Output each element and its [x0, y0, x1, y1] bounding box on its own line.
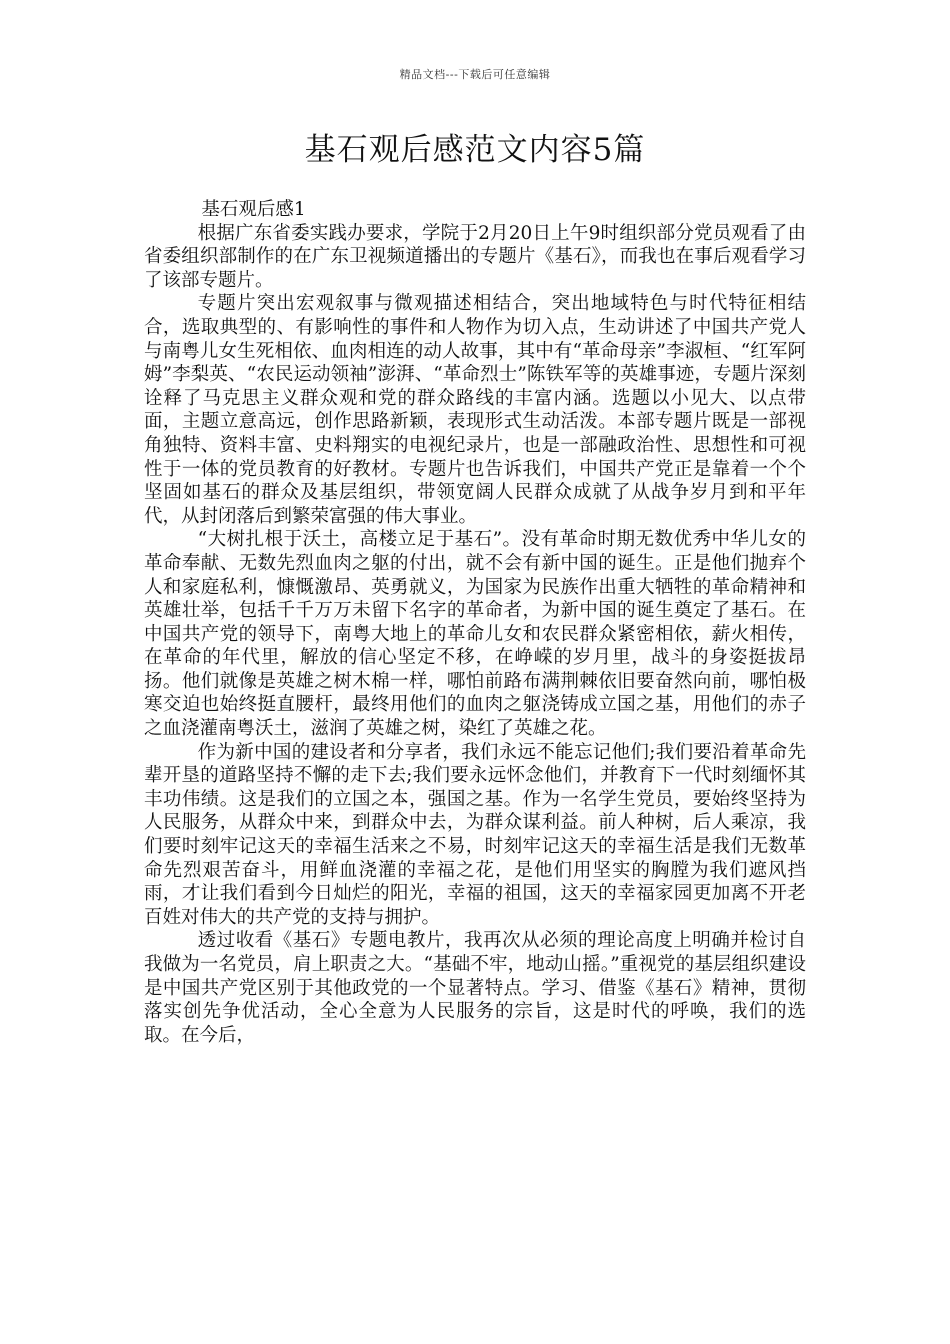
paragraph-2: 专题片突出宏观叙事与微观描述相结合，突出地域特色与时代特征相结合，选取典型的、有影响性的事件和人物作为切入点，生动讲述了中国共产党人与南粤儿女生死相依、血肉相连的动人故事，其中有“革命母亲”李淑桓、“红军阿姆”李梨英、“农民运动领袖”澎湃、“革命烈士”陈铁军等的英雄事迹，专题片深刻诠释了马克思主义群众观和党的群众路线的丰富内涵。选题以小见大、以点带面，主题立意高远，创作思路新颖，表现形式生动活泼。本部专题片既是一部视角独特、资料丰富、史料翔实的电视纪录片，也是一部融政治性、思想性和可视性于一体的党员教育的好教材。专题片也告诉我们，中国共产党正是靠着一个个坚固如基石的群众及基层组织，带领宽阔人民群众成就了从战争岁月到和平年代，从封闭落后到繁荣富强的伟大事业。	[144, 293, 806, 527]
paragraph-4: 作为新中国的建设者和分享者，我们永远不能忘记他们;我们要沿着革命先辈开垦的道路坚持不懈的走下去;我们要永远怀念他们，并教育下一代时刻缅怀其丰功伟绩。这是我们的立国之本，强国之基。作为一名学生党员，要始终坚持为人民服务，从群众中来，到群众中去，为群众谋利益。前人种树，后人乘凉，我们要时刻牢记这天的幸福生活来之不易，时刻牢记这天的幸福生活是我们无数革命先烈艰苦奋斗，用鲜血浇灌的幸福之花，是他们用坚实的胸膛为我们遮风挡雨，才让我们看到今日灿烂的阳光，幸福的祖国，这天的幸福家园更加离不开老百姓对伟大的共产党的支持与拥护。	[144, 741, 806, 928]
document-title: 基石观后感范文内容5篇	[304, 132, 646, 168]
paragraph-3: “大树扎根于沃土，高楼立足于基石”。没有革命时期无数优秀中华儿女的革命奉献、无数先烈血肉之躯的付出，就不会有新中国的诞生。正是他们抛弃个人和家庭私利，慷慨激昂、英勇就义，为国家为民族作出重大牺牲的革命精神和英雄壮举，包括千千万万未留下名字的革命者，为新中国的诞生奠定了基石。在中国共产党的领导下，南粤大地上的革命儿女和农民群众紧密相依，薪火相传，在革命的年代里，解放的信心坚定不移，在峥嵘的岁月里，战斗的身姿挺拔昂扬。他们就像是英雄之树木棉一样，哪怕前路布满荆棘依旧要奋然向前，哪怕极寒交迫也始终挺直腰杆，最终用他们的血肉之躯浇铸成立国之基，用他们的赤子之血浇灌南粤沃土，滋润了英雄之树，染红了英雄之花。	[144, 529, 806, 740]
paragraph-5: 透过收看《基石》专题电教片，我再次从必须的理论高度上明确并检讨自我做为一名党员，肩上职责之大。“基础不牢，地动山摇。”重视党的基层组织建设是中国共产党区别于其他政党的一个显著特点。学习、借鉴《基石》精神，贯彻落实创先争优活动，全心全意为人民服务的宗旨，这是时代的呼唤，我们的选取。在今后，	[144, 930, 806, 1046]
section-heading: 基石观后感1	[201, 199, 306, 220]
header-note: 精品文档---下载后可任意编辑	[399, 68, 551, 81]
document-body	[144, 198, 806, 1047]
paragraph-1: 根据广东省委实践办要求，学院于2月20日上午9时组织部分党员观看了由省委组织部制作的在广东卫视频道播出的专题片《基石》，而我也在事后观看学习了该部专题片。	[144, 222, 806, 291]
